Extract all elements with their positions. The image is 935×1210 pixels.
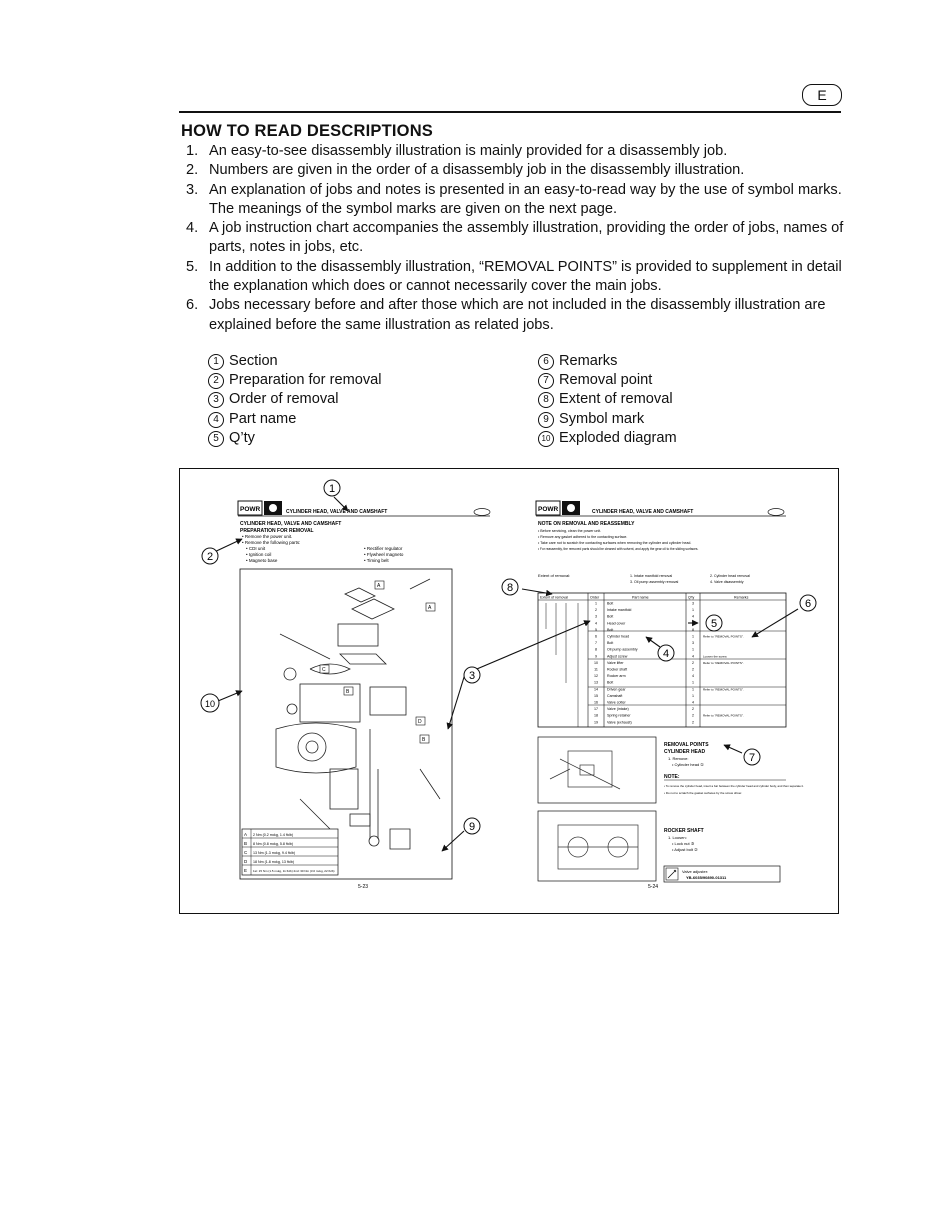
job-order: 12 [594,674,598,679]
legend-number: 1 [208,354,224,370]
callout-number: 1 [328,483,336,495]
extent-item: 2. Cylinder head removal [710,574,750,578]
job-part-name: Rocker shaft [607,667,628,672]
callout-leader [442,831,464,851]
powr-label: POWR [240,506,261,513]
job-qty: 3 [692,641,694,646]
svg-text:A: A [377,583,381,589]
removal-note: • To remove the cylinder head, insert a bar between the cylinder head and cylinder body, and then separate it. [664,784,804,788]
job-qty: 2 [692,720,694,725]
cylinder-head-title: CYLINDER HEAD [664,749,706,755]
part-item: • Timing belt [364,558,389,563]
callout-number: 8 [506,582,514,594]
job-order: 6 [595,634,597,639]
step-item [186,142,846,161]
part-item: • Ignition coil [246,552,272,557]
left-page [238,501,490,890]
legend-label: Order of removal [229,391,339,408]
step-item [186,258,846,297]
removal-points-title: REMOVAL POINTS [664,742,709,748]
job-part-name: Oil pump assembly [607,647,638,652]
legend-number: 6 [538,354,554,370]
section-title: CYLINDER HEAD, VALVE AND CAMSHAFT [592,509,694,515]
callout-number: 4 [662,648,670,660]
photo-cylinder-head [538,737,656,803]
step-item [186,296,846,335]
job-order: 13 [594,680,598,685]
removal-step: 1. Loosen: [668,835,687,840]
job-part-name: Valve (intake) [607,707,629,712]
job-order: 5 [595,627,597,632]
job-qty: 1 [692,687,694,692]
powr-label: POWR [538,506,559,513]
removal-note: • Do not to scratch the gasket surfaces by the screw driver. [664,791,743,795]
tool-line: YB-6035/90890-01311 [686,875,727,880]
callout-leader [522,589,552,594]
part-item: • CDI unit [246,546,266,551]
lang-mark [474,509,490,516]
right-page-number: 5-24 [648,884,659,890]
job-part-name: Valve lifter [607,660,624,665]
job-order: 2 [595,608,597,613]
step-text: An explanation of jobs and notes is presented in an easy-to-read way by the use of symbol marks. The meanings of the symbol marks are given on the next page. [209,181,842,217]
job-order: 8 [595,647,597,652]
legend-label: Exploded diagram [559,429,677,446]
job-part-name: Intake manifold [607,608,632,613]
page-subtitle: CYLINDER HEAD, VALVE AND CAMSHAFT [240,521,342,527]
extent-label: Extent of removal: [538,573,571,578]
step-text: An easy-to-see disassembly illustration is mainly provided for a disassembly job. [209,143,728,159]
legend-item [208,410,382,429]
legend-item [538,371,677,390]
legend-number: 2 [208,373,224,389]
job-order: 9 [595,654,597,659]
left-page-number: 5-23 [358,884,369,890]
legend-item [208,352,382,371]
job-qty: 1 [692,693,694,698]
job-qty: 1 [692,608,694,613]
extent-item: 3. Oil pump assembly removal [630,580,679,584]
legend-label: Remarks [559,353,618,369]
callout-number: 3 [468,670,476,682]
right-page [536,501,804,890]
job-order: 7 [595,641,597,646]
job-order: 16 [594,700,598,705]
legend-right [538,352,677,448]
torque-value: 8 Nm (0.8 m•kg, 5.8 ft•lb) [253,842,294,846]
callout-number: 2 [206,551,214,563]
extent-brackets [546,603,578,727]
removal-step: • Lock nut ③ [672,841,695,846]
legend-label: Section [229,353,278,369]
svg-text:B: B [422,737,426,743]
step-text: Jobs necessary before and after those which are not included in the disassembly illustration are explained before the same illustration as related jobs. [209,297,826,333]
legend-item [208,371,382,390]
torque-key: E [244,868,248,873]
lang-mark [768,509,784,516]
step-number: 2. [186,162,199,179]
table-header: Remarks [734,595,749,600]
top-rule [179,111,841,113]
job-qty: 2 [692,660,694,665]
job-remarks: Refer to “REMOVAL POINTS”. [703,713,744,718]
job-qty: 4 [692,614,694,619]
legend-number: 5 [208,431,224,447]
table-header: Part name [632,595,649,600]
callout-leader [752,609,798,637]
job-part-name: Valve cotter [607,700,626,705]
legend-item [538,429,677,448]
step-item [186,181,846,220]
step-text: Numbers are given in the order of a disassembly job in the disassembly illustration. [209,162,745,179]
svg-text:B: B [346,689,350,695]
callout-leader [646,637,660,647]
part-item: • Magneto base [246,558,278,563]
job-part-name: Spring retainer [607,713,631,718]
step-item [186,161,846,180]
job-order: 15 [594,693,598,698]
note-title: NOTE ON REMOVAL AND REASSEMBLY [538,521,635,527]
job-part-name: Bolt [607,627,614,632]
section-title: CYLINDER HEAD, VALVE AND CAMSHAFT [286,509,388,515]
legend-left [208,352,382,448]
job-order: 14 [594,687,598,692]
legend-item [538,390,677,409]
job-qty: 1 [692,634,694,639]
callouts [210,497,798,851]
job-qty: 2 [692,713,694,718]
part-item: • Flywheel magneto [364,552,404,557]
legend-item [208,429,382,448]
callout-number: 6 [804,598,812,610]
legend-label: Symbol mark [559,410,645,427]
legend-label: Removal point [559,372,653,389]
job-order: 11 [594,667,598,672]
example-spread-frame [179,468,839,914]
job-order: 3 [595,614,597,619]
legend-number: 7 [538,373,554,389]
torque-key: B [244,841,248,846]
table-header: Extent of removal [540,595,568,600]
part-item: • Rectifier regulator [364,546,403,551]
torque-key: A [244,832,248,837]
step-number: 4. [186,220,199,237]
job-qty: 2 [692,707,694,712]
torque-value: 13 Nm (1.3 m•kg, 9.4 ft•lb) [253,851,296,855]
job-part-name: Valve (exhaust) [607,720,632,725]
callout-number: 10 [204,699,216,709]
legend-number: 9 [538,412,554,428]
job-part-name: Bolt [607,601,614,606]
step-number: 1. [186,143,199,159]
note-line: • Take care not to scratch the contacting surfaces when removing the cylinder and cylinder head. [538,541,692,545]
prep-title: PREPARATION FOR REMOVAL [240,528,314,534]
prep-line: • Remove the following parts: [242,540,301,545]
note-line: • Before servicing, clean the power unit. [538,529,602,533]
note-label: NOTE: [664,774,680,780]
note-line: • For reassembly, the removed parts should be cleaned with solvent, and apply the gear oil to the sliding surfaces. [538,547,699,551]
language-badge: E [802,84,842,106]
engine-icon-gear [269,504,277,512]
job-order: 1 [595,601,597,606]
extent-item: 1. Intake manifold removal [630,574,673,578]
extent-item: 4. Valve disassembly [710,580,744,584]
exploded-diagram-art [276,579,440,849]
svg-text:A: A [428,605,432,611]
job-part-name: Adjust screw [607,654,628,659]
step-number: 5. [186,258,199,275]
photo-art [558,825,638,869]
job-qty: 1 [692,621,694,626]
callout-number: 7 [748,752,756,764]
step-number: 3. [186,181,199,198]
legend-label: Preparation for removal [229,372,382,389]
job-part-name: Driven gear [607,687,626,692]
job-order: 19 [594,720,598,725]
torque-value: 2 Nm (0.2 m•kg, 1.4 ft•lb) [253,833,294,837]
example-spread [180,469,840,915]
job-qty: 3 [692,601,694,606]
legend-number: 10 [538,431,554,447]
torque-key: C [244,850,248,855]
job-qty: 1 [692,680,694,685]
callout-leader [724,745,742,753]
job-part-name: Bolt [607,614,614,619]
callout-number: 9 [468,821,476,833]
job-remarks: Refer to “REMOVAL POINTS”. [703,687,744,692]
table-header: Order [590,595,600,600]
job-qty: 2 [692,667,694,672]
removal-step: • Adjust bolt ② [672,847,698,852]
steps-list [186,142,846,335]
legend-item [538,410,677,429]
removal-step: 1. Remove: [668,756,689,761]
torque-value: 1st: 15 Nm (1.5 m•kg, 11 ft•lb) 2nd: 30 Nm (3.0 m•kg, 22 ft•lb) [253,869,335,873]
svg-text:C: C [322,667,326,673]
job-part-name: Cylinder head [607,634,630,639]
job-qty: 4 [692,654,694,659]
step-text: A job instruction chart accompanies the assembly illustration, providing the order of jobs, names of parts, notes in jobs, etc. [209,220,844,256]
diagram-tags [320,581,435,743]
job-part-name: Head cover [607,621,626,626]
job-qty: 1 [692,647,694,652]
job-remarks: Loosen the screw. [703,654,728,659]
step-item [186,219,846,258]
section-heading: HOW TO READ DESCRIPTIONS [181,122,434,140]
svg-text:D: D [418,719,422,725]
job-order: 10 [594,660,598,665]
legend-label: Part name [229,410,297,427]
job-qty: 4 [692,674,694,679]
job-order: 4 [595,621,597,626]
job-order: 18 [594,713,598,718]
torque-table [242,829,338,875]
legend-label: Q’ty [229,429,255,446]
legend-number: 4 [208,412,224,428]
removal-step: • Cylinder head ① [672,762,704,767]
note-line: • Remove any gasket adhered to the contacting surface. [538,535,628,539]
photo-art [550,751,620,789]
job-part-name: Camshaft [607,693,623,698]
torque-value: 18 Nm (1.8 m•kg, 13 ft•lb) [253,860,295,864]
step-number: 6. [186,297,199,314]
step-text: In addition to the disassembly illustration, “REMOVAL POINTS” is provided to supplement in detail the explanation which does or cannot necessarily cover the main jobs. [209,258,842,295]
job-part-name: Bolt [607,641,614,646]
legend-label: Extent of removal [559,391,673,408]
torque-key: D [244,859,248,864]
table-header: Q'ty [688,595,695,600]
prep-line: • Remove the power unit. [242,534,293,539]
legend-number: 8 [538,392,554,408]
tool-line: Valve adjuster: [682,869,709,874]
rocker-shaft-title: ROCKER SHAFT [664,828,704,834]
job-remarks: Refer to “REMOVAL POINTS”. [703,660,744,665]
job-order: 17 [594,707,598,712]
job-part-name: Rocker arm [607,674,626,679]
callout-leader [465,621,590,674]
engine-icon-gear [567,504,575,512]
job-part-name: Bolt [607,680,614,685]
callout-leader [448,674,465,729]
job-qty: 4 [692,700,694,705]
job-remarks: Refer to “REMOVAL POINTS”. [703,634,744,639]
legend-item [538,352,677,371]
callout-number: 5 [710,618,718,630]
legend-number: 3 [208,392,224,408]
legend-item [208,390,382,409]
job-qty: 8 [692,627,694,632]
callout-leader [218,691,242,701]
